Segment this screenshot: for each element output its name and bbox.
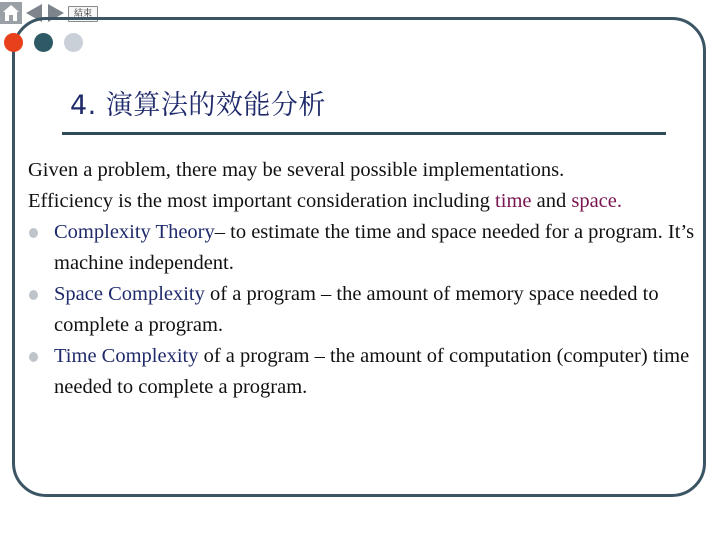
slide-title: 4. 演算法的效能分析: [70, 90, 326, 121]
bullet-icon: [29, 352, 38, 362]
highlight-space: space.: [571, 190, 622, 212]
decorative-dot-red: [4, 33, 23, 52]
list-item: [28, 279, 698, 341]
bullet-text: – to estimate the time and space needed for a program. It’s machine independent.: [54, 221, 695, 274]
home-icon[interactable]: [0, 2, 22, 24]
slide-body: [28, 155, 698, 403]
list-item: [28, 341, 698, 403]
decorative-dot-grey: [64, 33, 83, 52]
bullet-text: of a program – the amount of computation (computer) time needed to complete a program.: [54, 345, 690, 398]
bullet-term: Space Complexity: [54, 283, 205, 305]
list-item: [28, 217, 698, 279]
decorative-dot-teal: [34, 33, 53, 52]
title-divider: [62, 132, 666, 135]
bullet-term: Time Complexity: [54, 345, 199, 367]
bullet-icon: [29, 290, 38, 300]
highlight-time: time: [495, 190, 532, 212]
bullet-list: [28, 217, 698, 403]
intro-paragraph: Given a problem, there may be several possible implementations.: [28, 159, 565, 181]
end-show-button[interactable]: 結束: [68, 6, 98, 22]
bullet-icon: [29, 228, 38, 238]
bullet-text: of a program – the amount of memory space needed to complete a program.: [54, 283, 659, 336]
efficiency-paragraph: [28, 186, 698, 217]
efficiency-text: Efficiency is the most important consideration including: [28, 190, 496, 212]
bullet-term: Complexity Theory: [54, 221, 215, 243]
efficiency-and: and: [531, 190, 572, 212]
